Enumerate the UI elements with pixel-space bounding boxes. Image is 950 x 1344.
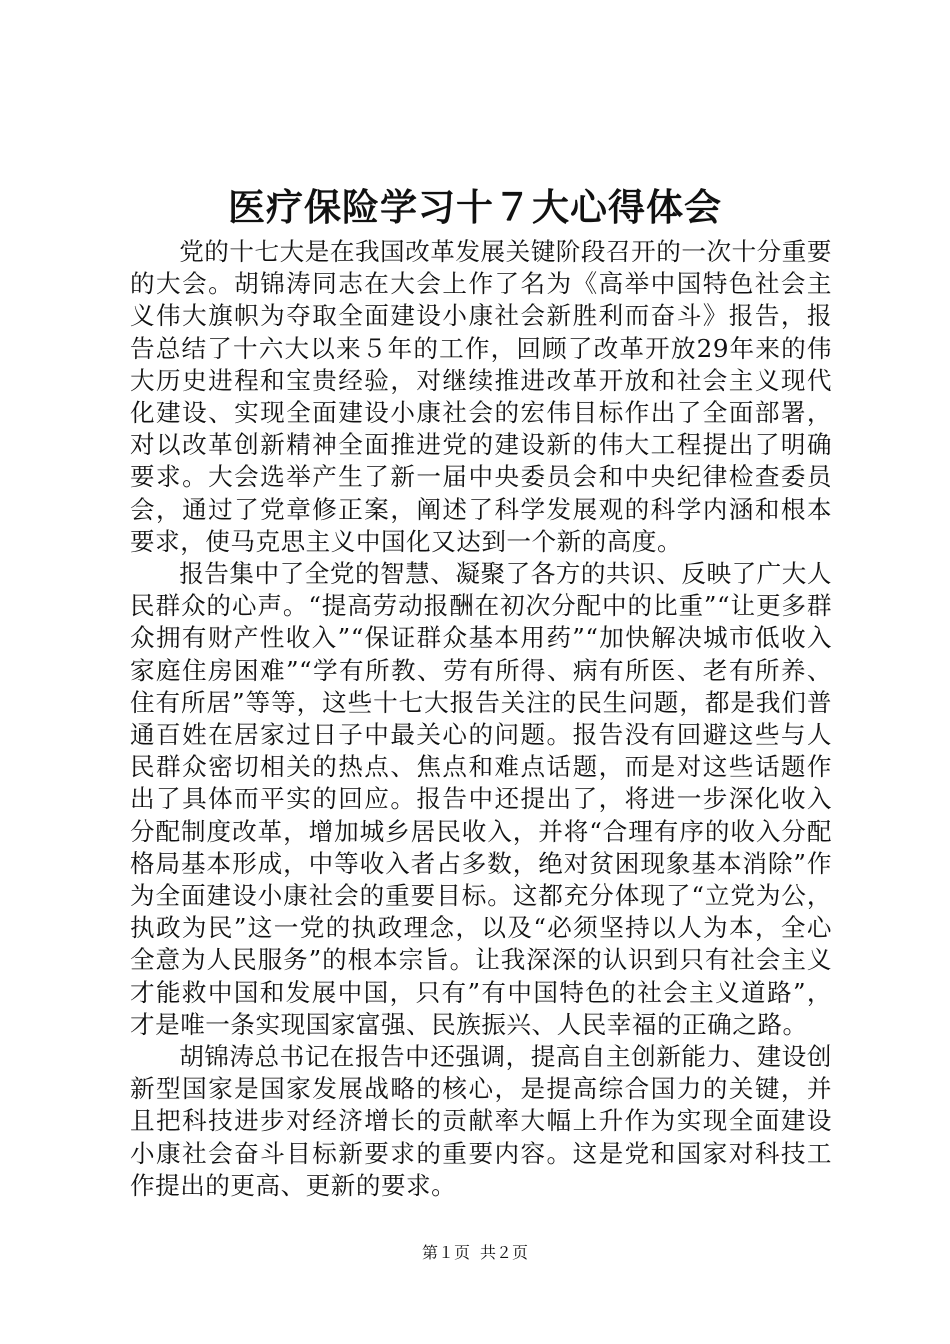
paragraph-3: 胡锦涛总书记在报告中还强调，提高自主创新能力、建设创新型国家是国家发展战略的核心，是提高综合国力的关键，并且把科技进步对经济增长的贡献率大幅上升作为实现全面建设小康社会奋斗目标新要求的重要内容。这是党和国家对科技工作提出的更高、更新的要求。 <box>130 1042 832 1200</box>
document-body <box>130 236 832 1202</box>
page-footer <box>0 1242 950 1264</box>
page-number: 第１页 <box>421 1243 470 1262</box>
paragraph-1: 党的十七大是在我国改革发展关键阶段召开的一次十分重要的大会。胡锦涛同志在大会上作了名为《高举中国特色社会主义伟大旗帜为夺取全面建设小康社会新胜利而奋斗》报告，报告总结了十六大以来５年的工作，回顾了改革开放29年来的伟大历史进程和宝贵经验，对继续推进改革开放和社会主义现代化建设、实现全面建设小康社会的宏伟目标作出了全面部署，对以改革创新精神全面推进党的建设新的伟大工程提出了明确要求。大会选举产生了新一届中央委员会和中央纪律检查委员会，通过了党章修正案，阐述了科学发展观的科学内涵和根本要求，使马克思主义中国化又达到一个新的高度。 <box>130 237 832 556</box>
page-total: 共２页 <box>480 1243 529 1262</box>
document-title: 医疗保险学习十７大心得体会 <box>228 185 722 229</box>
paragraph-2: 报告集中了全党的智慧、凝聚了各方的共识、反映了广大人民群众的心声。“提高劳动报酬在初次分配中的比重”“让更多群众拥有财产性收入”“保证群众基本用药”“加快解决城市低收入家庭住房困难”“学有所教、劳有所得、病有所医、老有所养、住有所居”等等，这些十七大报告关注的民生问题，都是我们普通百姓在居家过日子中最关心的问题。报告没有回避这些与人民群众密切相关的热点、焦点和难点话题，而是对这些话题作出了具体而平实的回应。报告中还提出了，将进一步深化收入分配制度改革，增加城乡居民收入，并将“合理有序的收入分配格局基本形成，中等收入者占多数，绝对贫困现象基本消除”作为全面建设小康社会的重要目标。这都充分体现了“立党为公，执政为民”这一党的执政理念，以及“必须坚持以人为本，全心全意为人民服务”的根本宗旨。让我深深的认识到只有社会主义才能救中国和发展中国，只有”有中国特色的社会主义道路”，才是唯一条实现国家富强、民族振兴、人民幸福的正确之路。 <box>130 559 832 1039</box>
